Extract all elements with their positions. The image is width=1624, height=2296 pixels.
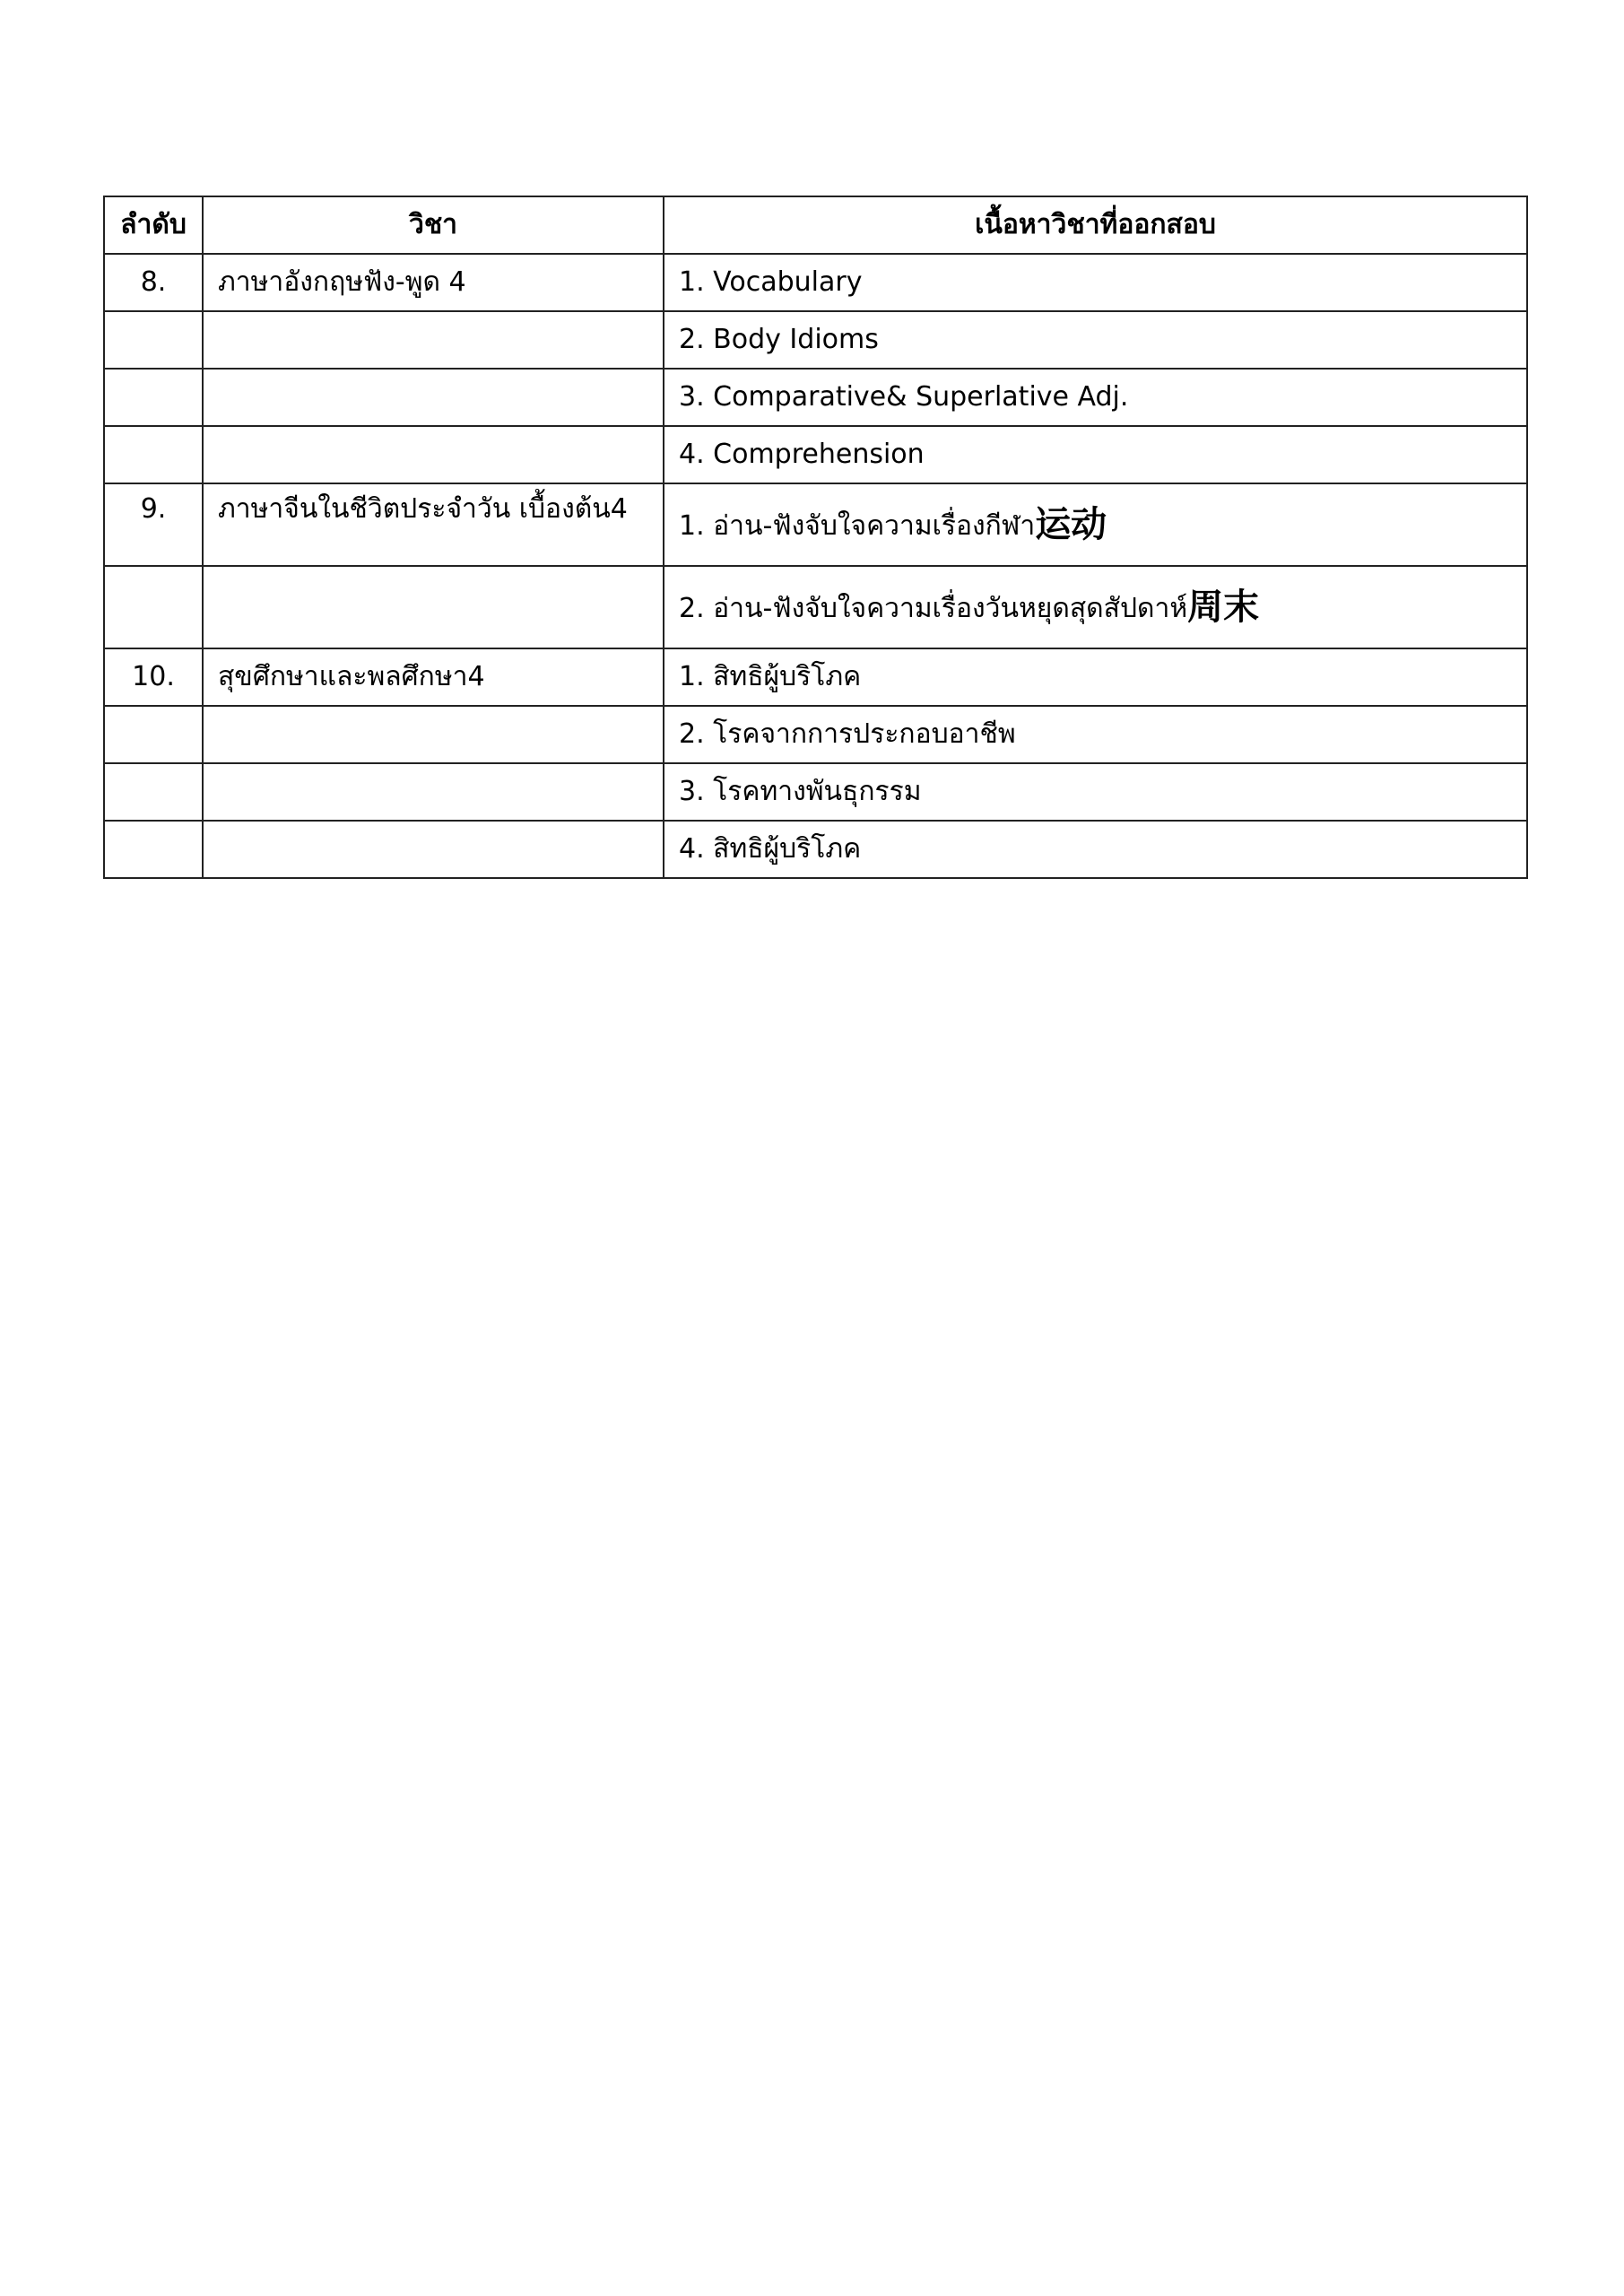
row-content bbox=[664, 566, 1527, 648]
table-row bbox=[104, 566, 1527, 648]
table-row bbox=[104, 254, 1527, 311]
row-order bbox=[104, 763, 203, 821]
row-content: 1. สิทธิผู้บริโภค bbox=[664, 648, 1527, 706]
header-order: ลำดับ bbox=[104, 196, 203, 254]
row-content-chinese-term: 运动 bbox=[1035, 504, 1107, 545]
row-order: 10. bbox=[104, 648, 203, 706]
row-subject bbox=[203, 821, 664, 878]
row-content: 4. Comprehension bbox=[664, 426, 1527, 483]
row-order bbox=[104, 821, 203, 878]
row-content-text: 1. อ่าน-ฟังจับใจความเรื่องกีฬา bbox=[679, 510, 1036, 542]
row-order: 9. bbox=[104, 483, 203, 566]
row-order bbox=[104, 311, 203, 369]
row-content-text: 2. อ่าน-ฟังจับใจความเรื่องวันหยุดสุดสัปดาห์ bbox=[679, 593, 1188, 624]
row-order: 8. bbox=[104, 254, 203, 311]
row-subject: สุขศึกษาและพลศึกษา4 bbox=[203, 648, 664, 706]
row-content: 1. Vocabulary bbox=[664, 254, 1527, 311]
row-content: 3. Comparative& Superlative Adj. bbox=[664, 369, 1527, 426]
row-content-chinese-term: 周末 bbox=[1187, 587, 1260, 628]
row-subject bbox=[203, 566, 664, 648]
table-header-row bbox=[104, 196, 1527, 254]
table-row bbox=[104, 426, 1527, 483]
table-row bbox=[104, 483, 1527, 566]
row-order bbox=[104, 566, 203, 648]
row-order bbox=[104, 426, 203, 483]
header-content: เนื้อหาวิชาที่ออกสอบ bbox=[664, 196, 1527, 254]
row-subject bbox=[203, 369, 664, 426]
table-row bbox=[104, 311, 1527, 369]
row-content: 2. โรคจากการประกอบอาชีพ bbox=[664, 706, 1527, 763]
table-row bbox=[104, 706, 1527, 763]
row-content: 3. โรคทางพันธุกรรม bbox=[664, 763, 1527, 821]
row-subject bbox=[203, 426, 664, 483]
row-content: 2. Body Idioms bbox=[664, 311, 1527, 369]
row-subject: ภาษาจีนในชีวิตประจำวัน เบื้องต้น4 bbox=[203, 483, 664, 566]
row-subject bbox=[203, 763, 664, 821]
row-subject: ภาษาอังกฤษฟัง-พูด 4 bbox=[203, 254, 664, 311]
table-row bbox=[104, 821, 1527, 878]
table-row bbox=[104, 648, 1527, 706]
table-row bbox=[104, 369, 1527, 426]
exam-content-table bbox=[103, 196, 1528, 879]
row-content: 4. สิทธิผู้บริโภค bbox=[664, 821, 1527, 878]
row-content bbox=[664, 483, 1527, 566]
row-subject bbox=[203, 311, 664, 369]
table-row bbox=[104, 763, 1527, 821]
row-order bbox=[104, 369, 203, 426]
header-subject: วิชา bbox=[203, 196, 664, 254]
row-order bbox=[104, 706, 203, 763]
row-subject bbox=[203, 706, 664, 763]
